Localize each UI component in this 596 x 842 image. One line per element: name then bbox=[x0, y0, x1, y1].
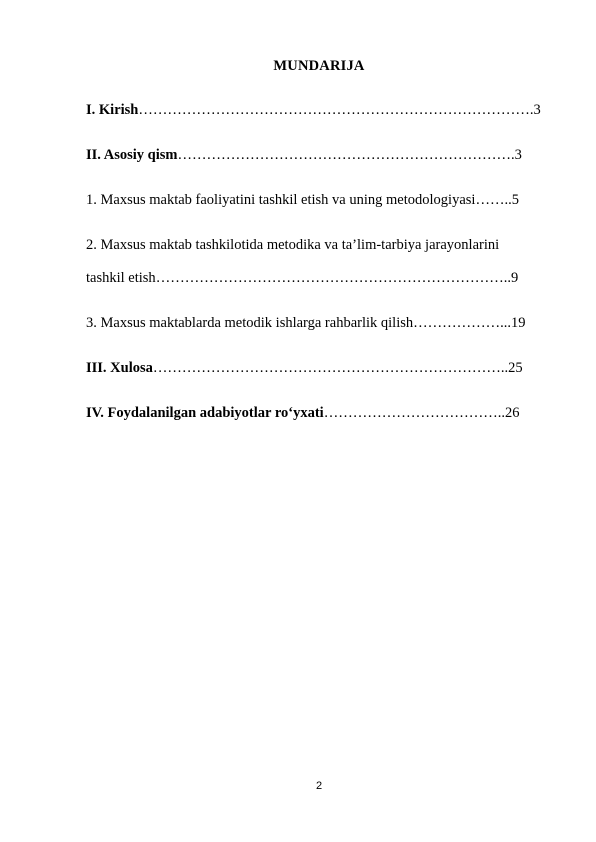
toc-entry-kirish bbox=[86, 101, 541, 119]
toc-entry-label: IV. Foydalanilgan adabiyotlar ro‘yxati bbox=[86, 405, 324, 421]
toc-page-number: 3 bbox=[514, 147, 522, 163]
toc-leader-dots: ……………………………………………………………….. bbox=[155, 270, 511, 286]
toc-entry-label: 1. Maxsus maktab faoliyatini tashkil etish va uning metodologiyasi bbox=[86, 192, 476, 208]
toc-leader-dots: ………………………………………………………………………. bbox=[138, 102, 534, 118]
toc-page-number: 5 bbox=[511, 192, 519, 208]
toc-page-number: 9 bbox=[510, 270, 519, 286]
toc-entry-label: II. Asosiy qism bbox=[86, 147, 178, 163]
toc-entry-adabiyotlar bbox=[86, 404, 519, 422]
toc-leader-dots: ……………………………………………………………….. bbox=[152, 360, 509, 376]
toc-entry-subsection-2-line-2 bbox=[86, 269, 518, 287]
toc-entry-subsection-3 bbox=[86, 314, 526, 332]
toc-page-number: 19 bbox=[511, 315, 526, 331]
toc-leader-dots: ……………………………………………………………. bbox=[177, 147, 515, 163]
toc-entry-subsection-1 bbox=[86, 191, 519, 209]
toc-leader-dots: ………………... bbox=[413, 315, 511, 331]
footer-page-number: 2 bbox=[315, 780, 323, 792]
toc-entry-label: III. Xulosa bbox=[86, 360, 153, 376]
toc-entry-xulosa bbox=[86, 359, 523, 377]
toc-entry-label: 3. Maxsus maktablarda metodik ishlarga rahbarlik qilish bbox=[86, 315, 414, 331]
toc-entry-label: tashkil etish bbox=[86, 270, 156, 286]
toc-page-number: 26 bbox=[504, 405, 520, 421]
toc-leader-dots: …….. bbox=[475, 192, 512, 208]
toc-title: MUNDARIJA bbox=[273, 58, 365, 74]
toc-entry-asosiy-qism bbox=[86, 146, 522, 164]
toc-page-number: 25 bbox=[508, 360, 523, 376]
toc-leader-dots: ……………………………….. bbox=[323, 405, 505, 421]
toc-page-number: 3 bbox=[533, 102, 541, 118]
toc-entry-label: I. Kirish bbox=[86, 102, 139, 118]
toc-entry-subsection-2-line-1 bbox=[86, 236, 499, 254]
toc-entry-label: 2. Maxsus maktab tashkilotida metodika va ta’lim-tarbiya jarayonlarini bbox=[86, 237, 500, 253]
